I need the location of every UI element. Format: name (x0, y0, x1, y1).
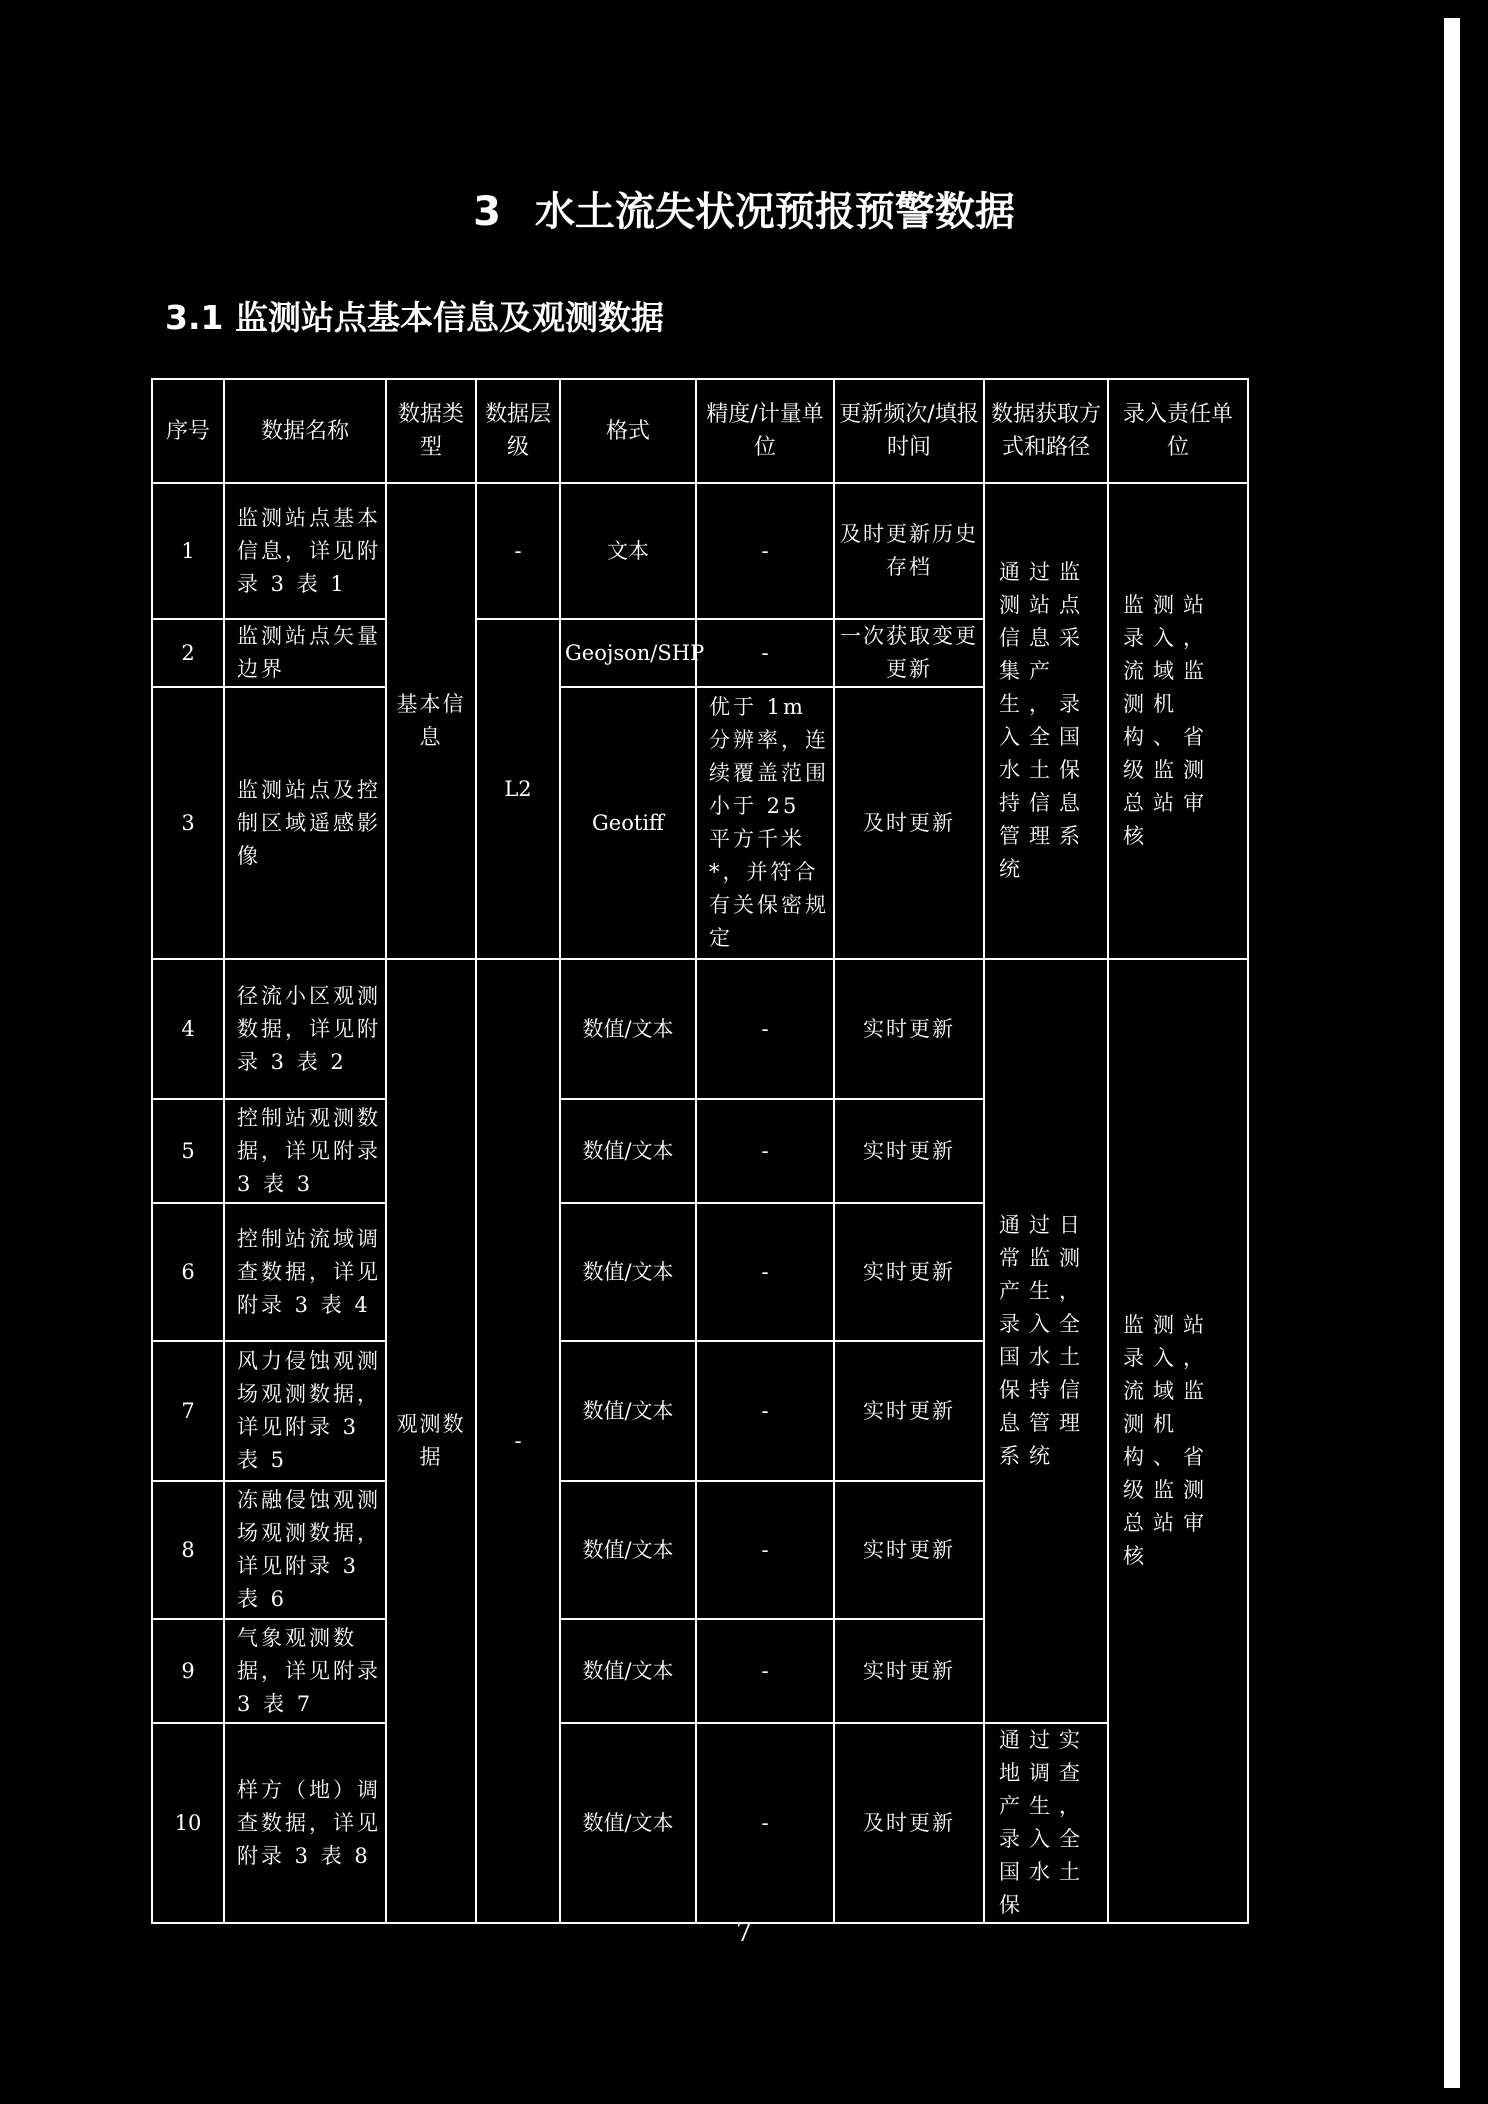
cell-format: 数值/文本 (560, 1203, 696, 1341)
cell-precision: - (696, 1481, 834, 1619)
chapter-heading (0, 180, 1488, 237)
cell-name: 冻融侵蚀观测场观测数据，详见附录 3 表 6 (224, 1481, 386, 1619)
cell-acquisition: 通过监测站点信息采集产生，录入全国水土保持信息管理系统 (984, 483, 1108, 959)
table-row (152, 1723, 1248, 1923)
cell-unit: 监测站录入，流域监测机构、省级监测总站审核 (1108, 959, 1248, 1923)
header-level: 数据层级 (476, 379, 560, 483)
cell-name: 监测站点及控制区域遥感影像 (224, 687, 386, 959)
cell-acquisition: 通过实地调查产生，录入全国水土保 (984, 1723, 1108, 1923)
page-number: 7 (735, 1918, 753, 1948)
cell-frequency: 实时更新 (834, 1481, 984, 1619)
header-type: 数据类型 (386, 379, 476, 483)
cell-precision: - (696, 1099, 834, 1203)
cell-name: 控制站观测数据，详见附录 3 表 3 (224, 1099, 386, 1203)
cell-level-obs: - (476, 959, 560, 1923)
table-row (152, 483, 1248, 619)
cell-frequency: 及时更新历史存档 (834, 483, 984, 619)
cell-level-l2: L2 (476, 619, 560, 959)
chapter-number: 3 (473, 189, 501, 235)
cell-no: 3 (152, 687, 224, 959)
cell-precision: - (696, 1341, 834, 1481)
cell-no: 1 (152, 483, 224, 619)
cell-name: 气象观测数据，详见附录 3 表 7 (224, 1619, 386, 1723)
cell-level: - (476, 483, 560, 619)
cell-unit: 监测站录入，流域监测机构、省级监测总站审核 (1108, 483, 1248, 959)
cell-precision: - (696, 1619, 834, 1723)
cell-no: 10 (152, 1723, 224, 1923)
cell-format: Geojson/SHP (560, 619, 696, 687)
cell-format: 文本 (560, 483, 696, 619)
cell-no: 7 (152, 1341, 224, 1481)
cell-frequency: 一次获取变更更新 (834, 619, 984, 687)
chapter-title: 水土流失状况预报预警数据 (534, 189, 1015, 235)
cell-no: 8 (152, 1481, 224, 1619)
cell-type-basic: 基本信息 (386, 483, 476, 959)
table-header-row (152, 379, 1248, 483)
header-format: 格式 (560, 379, 696, 483)
cell-format: 数值/文本 (560, 1723, 696, 1923)
cell-frequency: 及时更新 (834, 1723, 984, 1923)
cell-no: 9 (152, 1619, 224, 1723)
page-edge-bar (1444, 18, 1460, 2088)
cell-format: 数值/文本 (560, 959, 696, 1099)
cell-precision: - (696, 619, 834, 687)
header-no: 序号 (152, 379, 224, 483)
cell-name: 控制站流域调查数据，详见附录 3 表 4 (224, 1203, 386, 1341)
header-name: 数据名称 (224, 379, 386, 483)
cell-no: 2 (152, 619, 224, 687)
cell-precision: - (696, 959, 834, 1099)
cell-frequency: 实时更新 (834, 1099, 984, 1203)
cell-format: 数值/文本 (560, 1481, 696, 1619)
cell-format: Geotiff (560, 687, 696, 959)
table-row (152, 959, 1248, 1099)
cell-name: 监测站点基本信息，详见附录 3 表 1 (224, 483, 386, 619)
header-precision: 精度/计量单位 (696, 379, 834, 483)
cell-name: 监测站点矢量边界 (224, 619, 386, 687)
cell-precision: 优于 1m 分辨率，连续覆盖范围小于 25 平方千米*，并符合有关保密规定 (696, 687, 834, 959)
cell-frequency: 实时更新 (834, 1619, 984, 1723)
cell-precision: - (696, 1203, 834, 1341)
cell-name: 样方（地）调查数据，详见附录 3 表 8 (224, 1723, 386, 1923)
section-heading: 3.1 监测站点基本信息及观测数据 (165, 298, 664, 337)
cell-frequency: 实时更新 (834, 1203, 984, 1341)
cell-no: 4 (152, 959, 224, 1099)
cell-acquisition: 通过日常监测产生，录入全国水土保持信息管理系统 (984, 959, 1108, 1723)
cell-format: 数值/文本 (560, 1341, 696, 1481)
header-acquisition: 数据获取方式和路径 (984, 379, 1108, 483)
header-frequency: 更新频次/填报时间 (834, 379, 984, 483)
cell-frequency: 及时更新 (834, 687, 984, 959)
cell-type-obs: 观测数据 (386, 959, 476, 1923)
cell-name: 风力侵蚀观测场观测数据，详见附录 3 表 5 (224, 1341, 386, 1481)
header-unit: 录入责任单位 (1108, 379, 1248, 483)
cell-frequency: 实时更新 (834, 959, 984, 1099)
cell-precision: - (696, 483, 834, 619)
data-table (151, 378, 1249, 1924)
cell-no: 6 (152, 1203, 224, 1341)
cell-frequency: 实时更新 (834, 1341, 984, 1481)
cell-format: 数值/文本 (560, 1099, 696, 1203)
cell-precision: - (696, 1723, 834, 1923)
cell-format: 数值/文本 (560, 1619, 696, 1723)
cell-name: 径流小区观测数据，详见附录 3 表 2 (224, 959, 386, 1099)
cell-no: 5 (152, 1099, 224, 1203)
